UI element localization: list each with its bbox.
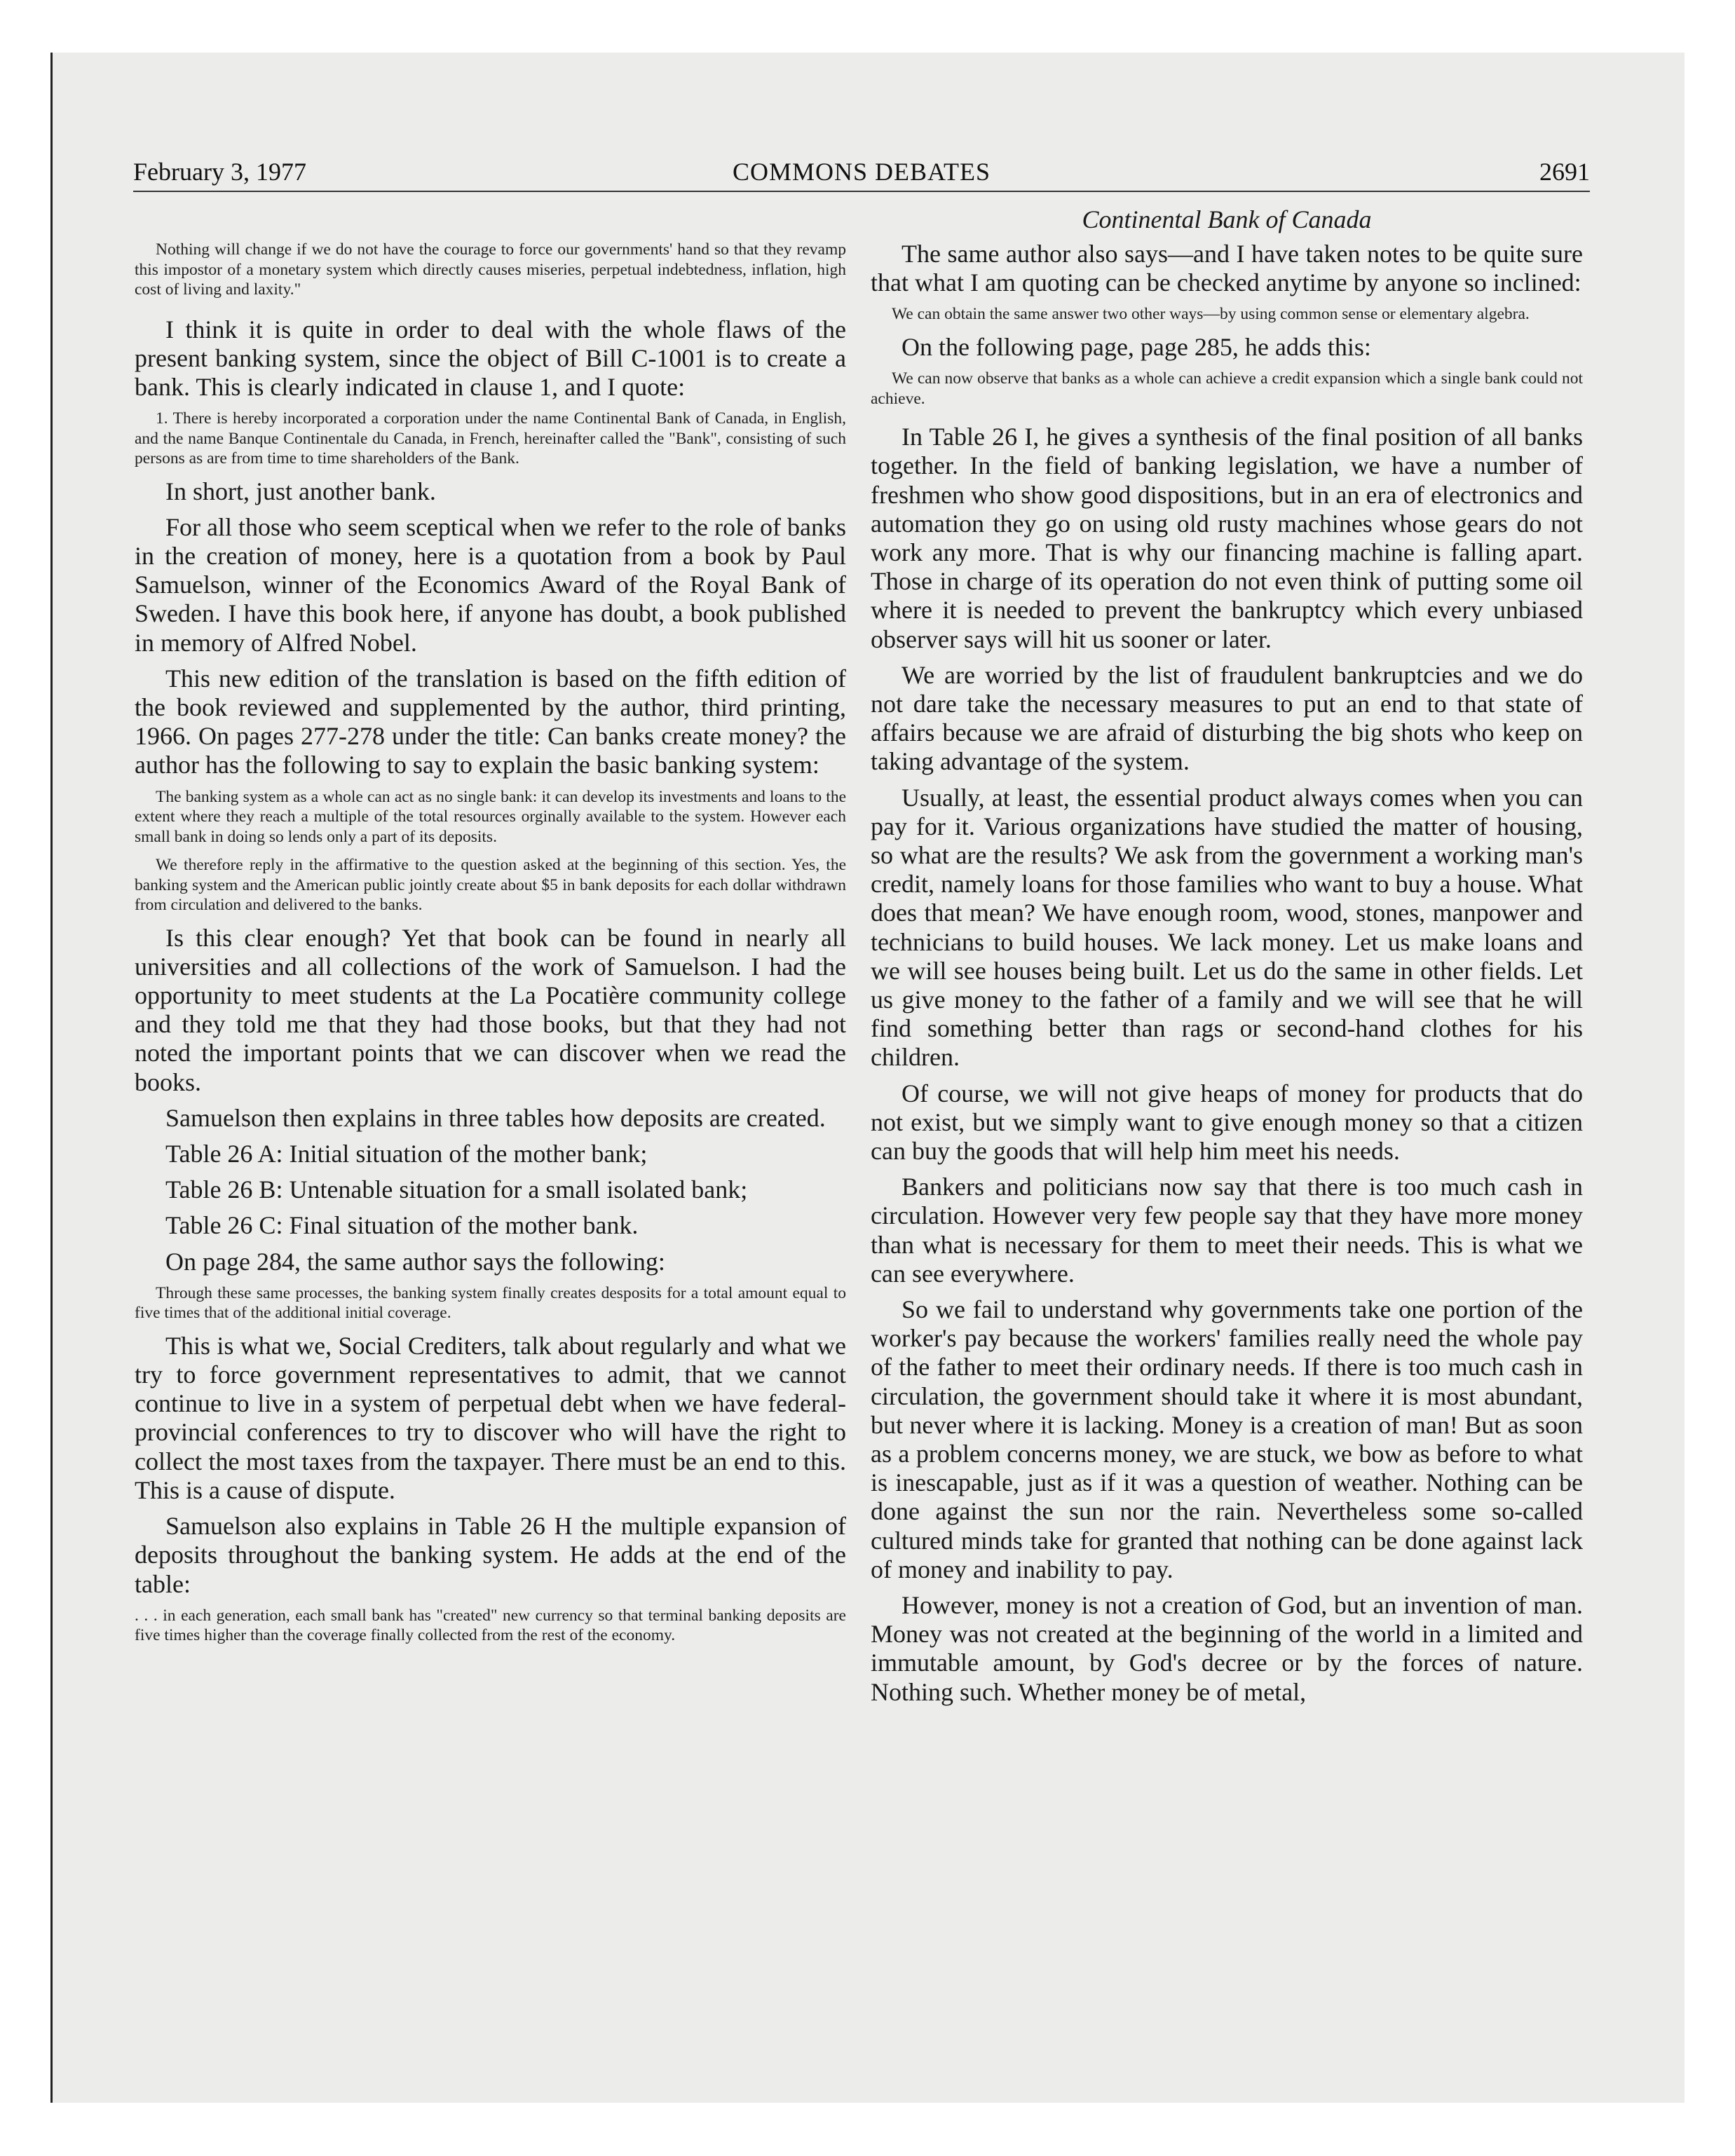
paragraph: Is this clear enough? Yet that book can be found in nearly all universities and all collections of the work of Samuelson. I had the opportunity to meet students at the La Pocatière community college and they told me that they had those books, but that they had not noted the important points that we can discover when we read the books. xyxy=(135,923,846,1096)
block-quote: 1. There is hereby incorporated a corporation under the name Continental Bank of Canada, in English, and the name Banque Continentale du Canada, in French, hereinafter called the "Bank", consisting of such persons as are from time to time shareholders of the Bank. xyxy=(135,409,846,468)
section-heading: Continental Bank of Canada xyxy=(1082,205,1372,233)
block-quote: The banking system as a whole can act as no single bank: it can develop its investments and loans to the extent where they reach a multiple of the total resources orginally available to the system. However each small bank in doing so lends only a part of its deposits. xyxy=(135,787,846,846)
block-quote: Through these same processes, the banking system finally creates desposits for a total amount equal to five times that of the additional initial coverage. xyxy=(135,1283,846,1323)
header-title: COMMONS DEBATES xyxy=(732,158,991,186)
paragraph: Bankers and politicians now say that there is too much cash in circulation. However very few people say that they have more money than what is necessary for them to meet their needs. This is what we can see everywhere. xyxy=(871,1173,1583,1288)
paragraph: Samuelson also explains in Table 26 H the multiple expansion of deposits throughout the banking system. He adds at the end of the table: xyxy=(135,1512,846,1598)
block-quote: Nothing will change if we do not have the courage to force our governments' hand so that they revamp this impostor of a monetary system which directly causes miseries, perpetual indebtedness, inflation, high cost of living and laxity." xyxy=(135,240,846,299)
paragraph: However, money is not a creation of God, but an invention of man. Money was not created at the beginning of the world in a limited and immutable amount, by God's decree or by the forces of nature. Nothing such. Whether money be of metal, xyxy=(871,1591,1583,1706)
paragraph: In Table 26 I, he gives a synthesis of the final position of all banks together. In the field of banking legislation, we have a number of freshmen who show good dispositions, but in an era of electronics and automation they go on using old rusty machines whose gears do not work any more. That is why our financing machine is falling apart. Those in charge of its operation do not even think of putting some oil where it is needed to prevent the bankruptcy which every unbiased observer says will hit us sooner or later. xyxy=(871,423,1583,653)
header-date: February 3, 1977 xyxy=(133,158,306,186)
paragraph: On the following page, page 285, he adds this: xyxy=(901,332,1371,361)
page-number: 2691 xyxy=(1539,158,1590,186)
paragraph: For all those who seem sceptical when we refer to the role of banks in the creation of money, here is a quotation from a book by Paul Samuelson, winner of the Economics Award of the Royal Bank of Sweden. I have this book here, if anyone has doubt, a book published in memory of Alfred Nobel. xyxy=(135,512,846,657)
block-quote: . . . in each generation, each small bank has "created" new currency so that terminal banking deposits are five times higher than the coverage finally collected from the rest of the economy. xyxy=(135,1606,846,1645)
paragraph: The same author also says—and I have taken notes to be quite sure that what I am quoting can be checked anytime by anyone so inclined: xyxy=(871,240,1583,297)
paragraph: This is what we, Social Crediters, talk about regularly and what we try to force government representatives to admit, that we cannot continue to live in a system of perpetual debt when we have federal-provincial conferences to try to discover who will have the right to collect the most taxes from the taxpayer. There must be an end to this. This is a cause of dispute. xyxy=(135,1331,846,1504)
block-quote: We can now observe that banks as a whole can achieve a credit expansion which a single bank could not achieve. xyxy=(871,369,1583,408)
paragraph: So we fail to understand why governments take one portion of the worker's pay because the workers' families really need the whole pay of the father to meet their ordinary needs. If there is too much cash in circulation, the government should take it where it is most abundant, but never where it is lacking. Money is a creation of man! But as soon as a problem concerns money, we are stuck, we bow as before to what is inescapable, just as if it was a question of weather. Nothing can be done against the sun nor the rain. Nevertheless some so-called cultured minds take for granted that nothing can be done against lack of money and inability to pay. xyxy=(871,1295,1583,1583)
table-reference: Table 26 A: Initial situation of the mother bank; xyxy=(165,1140,648,1168)
left-column xyxy=(135,205,846,1654)
paragraph: On page 284, the same author says the following: xyxy=(165,1247,665,1276)
paragraph: Usually, at least, the essential product always comes when you can pay for it. Various organizations have studied the matter of housing, so what are the results? We ask from the government a working man's credit, namely loans for those families who want to buy a house. What does that mean? We have enough room, wood, stones, manpower and technicians to build houses. We lack money. Let us make loans and we will see houses being built. Let us do the same in other fields. Let us give money to the father of a family and we will see that he will find something better than rags or second-hand clothes for his children. xyxy=(871,783,1583,1072)
paragraph: I think it is quite in order to deal with the whole flaws of the present banking system, since the object of Bill C-1001 is to create a bank. This is clearly indicated in clause 1, and I quote: xyxy=(135,315,846,401)
right-column xyxy=(871,205,1583,1714)
page-header xyxy=(133,156,1590,192)
block-quote: We therefore reply in the affirmative to the question asked at the beginning of this section. Yes, the banking system and the American public jointly create about $5 in bank deposits for each dollar withdrawn from circulation and delivered to the banks. xyxy=(135,856,846,915)
page-edge-line xyxy=(50,53,53,2103)
paragraph: Of course, we will not give heaps of money for products that do not exist, but we simply want to give enough money so that a citizen can buy the goods that will help him meet his needs. xyxy=(871,1079,1583,1165)
block-quote: We can obtain the same answer two other ways—by using common sense or elementary algebra. xyxy=(892,305,1530,324)
table-reference: Table 26 C: Final situation of the mother bank. xyxy=(165,1211,639,1240)
table-reference: Table 26 B: Untenable situation for a small isolated bank; xyxy=(165,1175,748,1204)
paragraph: This new edition of the translation is based on the fifth edition of the book reviewed and supplemented by the author, third printing, 1966. On pages 277-278 under the title: Can banks create money? the author has the following to say to explain the basic banking system: xyxy=(135,664,846,779)
paragraph: We are worried by the list of fraudulent bankruptcies and we do not dare take the necessary measures to put an end to that state of affairs because we are afraid of disturbing the big shots who keep on taking advantage of the system. xyxy=(871,660,1583,776)
paragraph: Samuelson then explains in three tables how deposits are created. xyxy=(165,1103,826,1132)
paragraph: In short, just another bank. xyxy=(165,477,436,505)
